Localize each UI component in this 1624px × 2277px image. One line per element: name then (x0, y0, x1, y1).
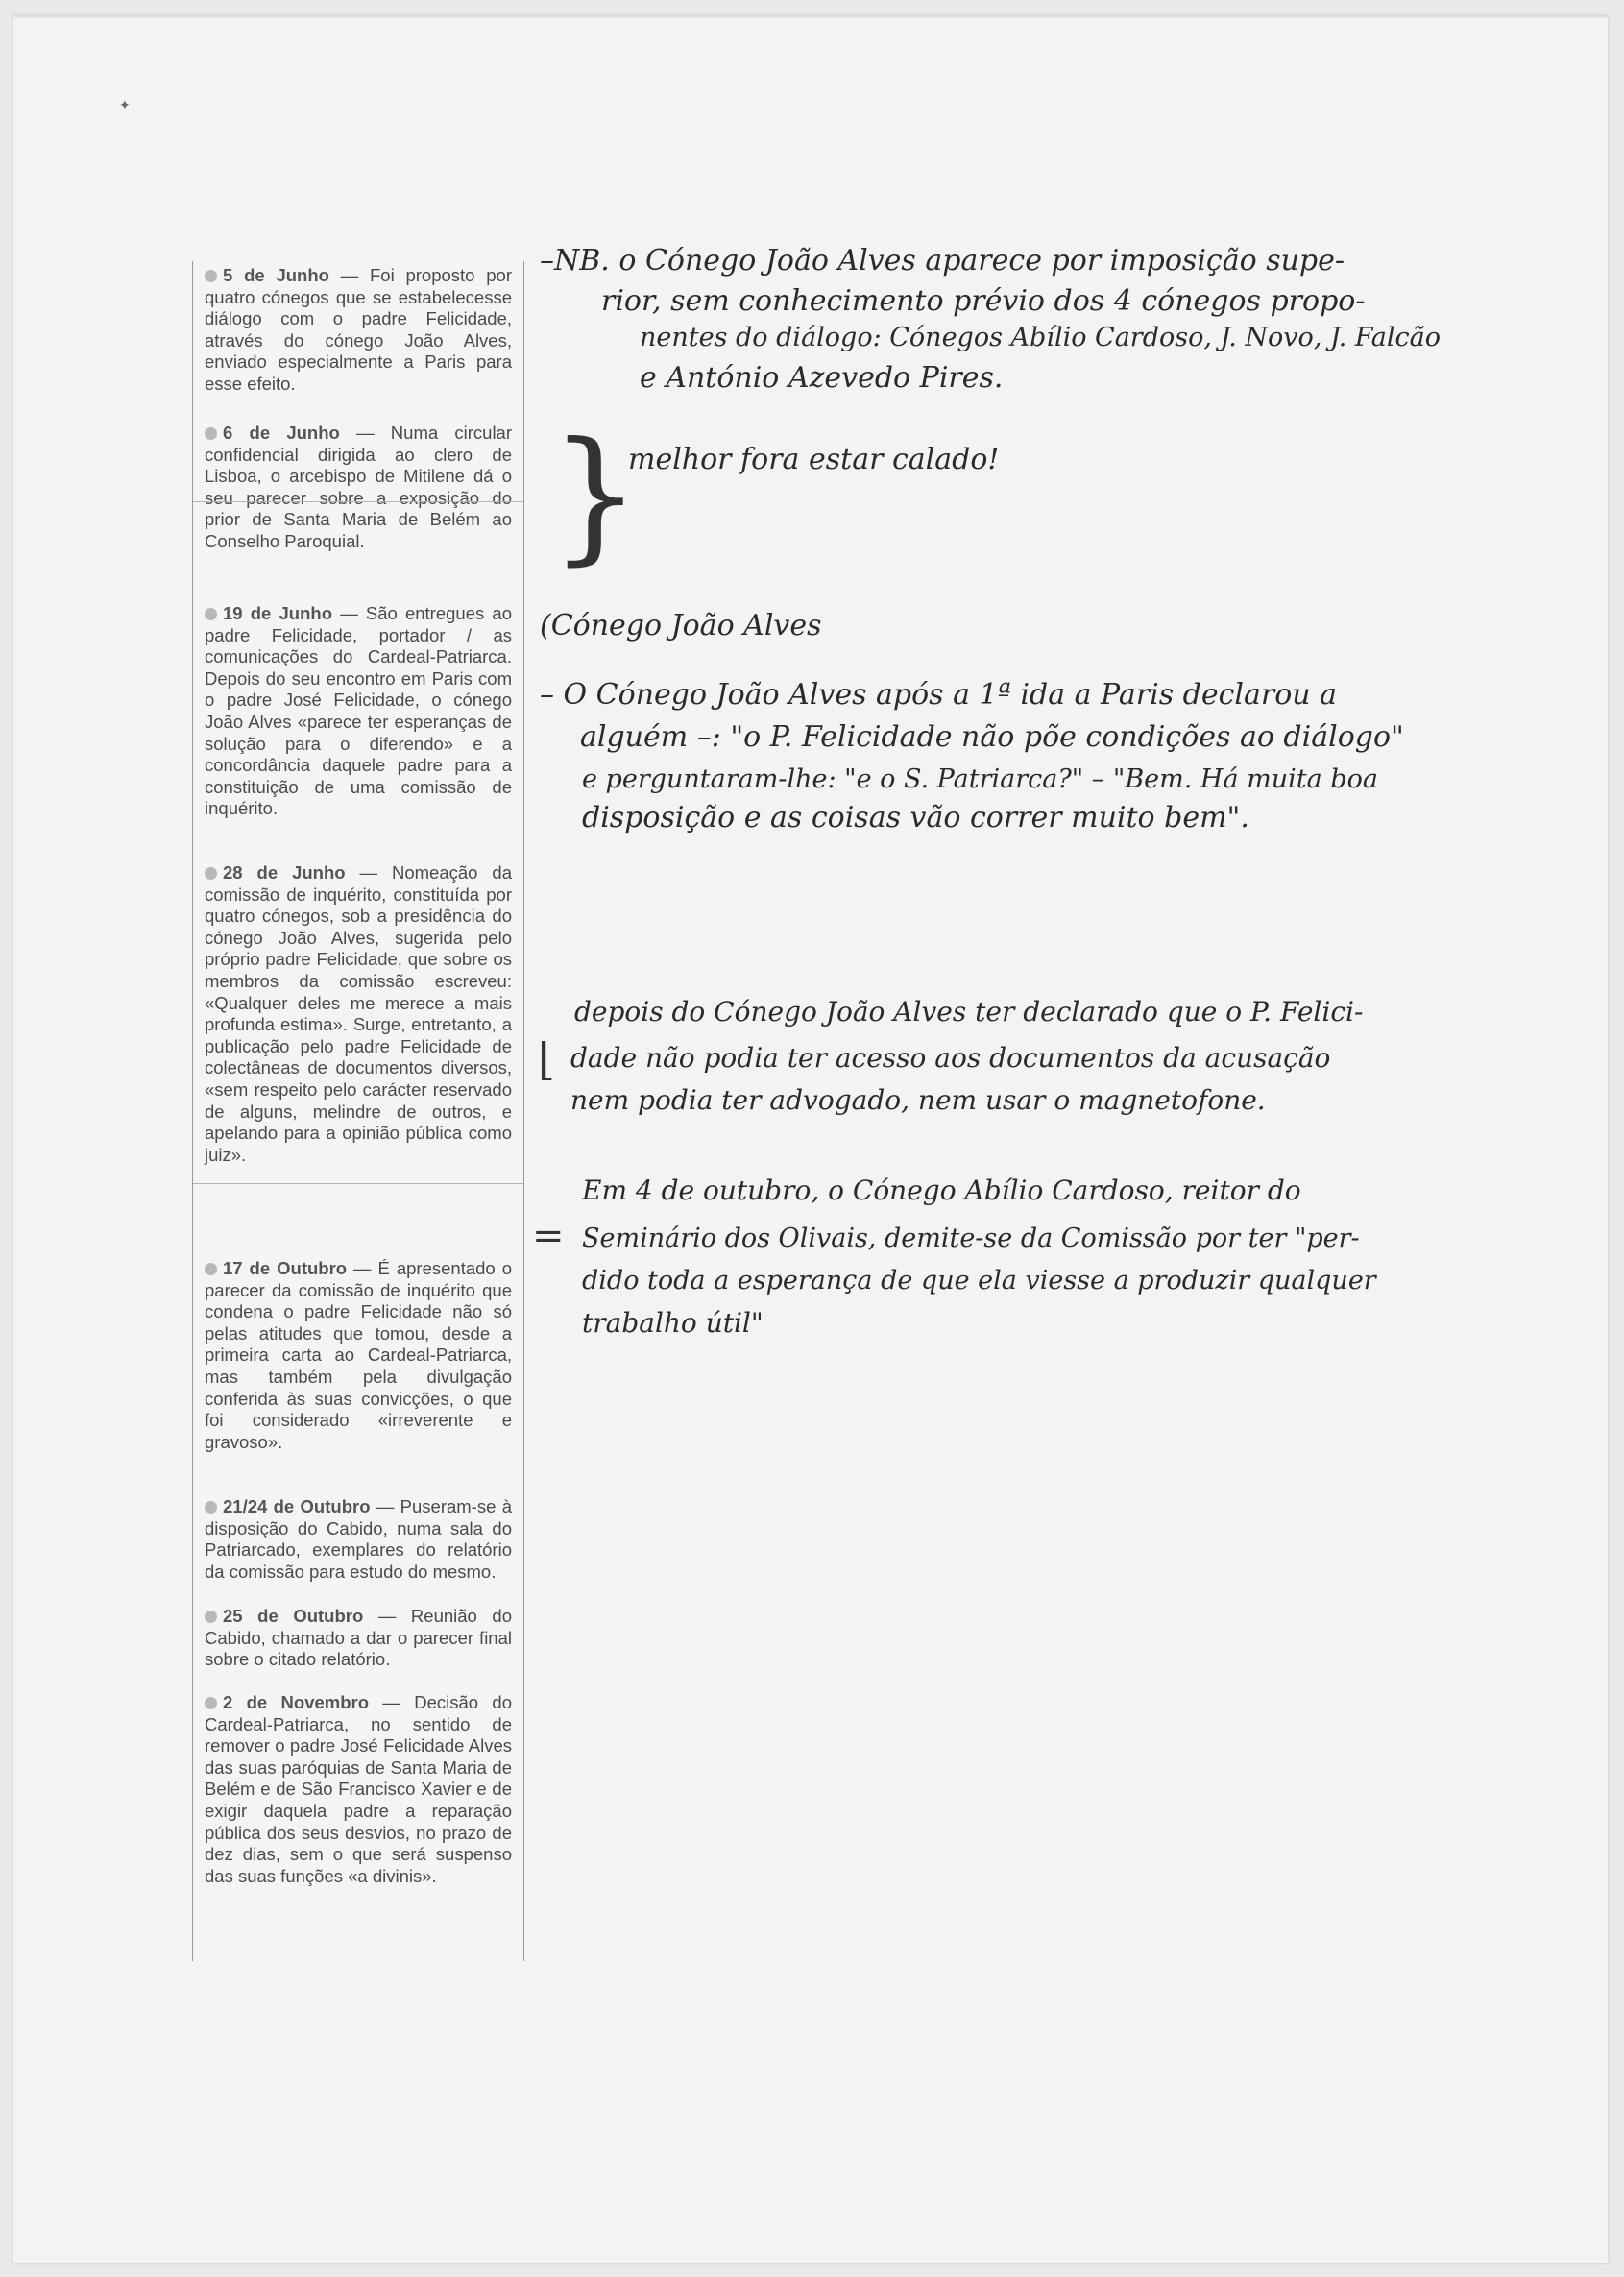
handwritten-october-line-1: Em 4 de outubro, o Cónego Abílio Cardoso, reitor do (582, 1175, 1301, 1206)
handwritten-october-line-2: Seminário dos Olivais, demite-se da Comissão por ter "per- (582, 1223, 1360, 1253)
clip-text: — Reunião do Cabido, chamado a dar o parecer final sobre o citado relatório. (205, 1606, 512, 1670)
handwritten-october-line-3: dido toda a esperança de que ela viesse a produzir qualquer (582, 1266, 1376, 1296)
bullet-icon (205, 867, 217, 880)
handwritten-brace-note: melhor fora estar calado! (628, 443, 1000, 476)
clip-date: 25 de Outubro (223, 1606, 364, 1626)
handwritten-nb-line-2: rior, sem conhecimento prévio dos 4 cónegos propo- (601, 284, 1366, 318)
bullet-icon (205, 1263, 217, 1275)
double-dash-mark: = (532, 1214, 565, 1258)
handwritten-nb-line-4: e António Azevedo Pires. (640, 361, 1004, 395)
bullet-icon (205, 1697, 217, 1709)
handwritten-october-line-4: trabalho útil" (582, 1307, 764, 1339)
handwritten-heading: (Cónego João Alves (540, 609, 822, 642)
clip-fold-line (193, 1183, 523, 1184)
clip-date: 6 de Junho (223, 423, 340, 443)
clip-date: 2 de Novembro (223, 1692, 370, 1712)
handwritten-nb-line-3: nentes do diálogo: Cónegos Abílio Cardoso, J. Novo, J. Falcão (640, 323, 1441, 352)
clip-date: 5 de Junho (223, 265, 329, 285)
page-speck: ✦ (119, 98, 131, 113)
bullet-icon (205, 270, 217, 282)
handwritten-documents-line-2: dade não podia ter acesso aos documentos da acusação (570, 1042, 1331, 1074)
clip-entry-17-outubro (205, 1258, 512, 1453)
clip-entry-5-junho (205, 265, 512, 396)
clip-text: — Puseram-se à disposição do Cabido, numa sala do Patriarcado, exemplares do relatório da comissão para estudo do mesmo. (205, 1496, 512, 1582)
handwritten-paris-line-4: disposição e as coisas vão correr muito bem". (582, 801, 1249, 835)
clip-text: — Decisão do Cardeal-Patriarca, no sentido de remover o padre José Felicidade Alves das suas paróquias de Santa Maria de Belém e de São Francisco Xavier e de exigir daquela padre a reparação pública dos seus desvios, no prazo de dez dias, sem o que será suspenso das suas funções «a divinis». (205, 1692, 512, 1886)
handwritten-paris-line-2: alguém –: "o P. Felicidade não põe condições ao diálogo" (580, 720, 1404, 754)
clip-date: 21/24 de Outubro (223, 1496, 371, 1516)
clip-entry-2-novembro (205, 1692, 512, 1887)
handwritten-nb-line-1: –NB. o Cónego João Alves aparece por imposição supe- (540, 244, 1345, 278)
bullet-icon (205, 1501, 217, 1514)
bullet-icon (205, 608, 217, 620)
clip-entry-21-24-outubro (205, 1496, 512, 1583)
clip-text: — São entregues ao padre Felicidade, portador / as comunicações do Cardeal-Patriarca. Depois do seu encontro em Paris com o padre José Felicidade, o cónego João Alves «parece ter esperanças de solução para o diferendo» e a concordância daquele padre para a constituição de uma comissão de inquérito. (205, 603, 512, 819)
handwritten-documents-line-1: depois do Cónego João Alves ter declarado que o P. Felici- (574, 996, 1364, 1028)
handwritten-documents-line-3: nem podia ter advogado, nem usar o magnetofone. (570, 1084, 1266, 1116)
clip-entry-28-junho (205, 862, 512, 1166)
clip-date: 17 de Outubro (223, 1258, 348, 1278)
curly-brace-mark: } (549, 412, 642, 579)
clip-entry-6-junho (205, 423, 512, 553)
clip-fold-line (193, 501, 523, 502)
newspaper-clipping (192, 261, 524, 1961)
clip-date: 19 de Junho (223, 603, 333, 623)
bullet-icon (205, 427, 217, 440)
clip-text: — É apresentado o parecer da comissão de inquérito que condena o padre Felicidade não só pelas atitudes que tomou, desde a primeira carta ao Cardeal-Patriarca, mas também pela divulgação conferida às suas convicções, o que foi considerado «irreverente e gravoso». (205, 1258, 512, 1452)
handwritten-paris-line-1: – O Cónego João Alves após a 1ª ida a Paris declarou a (540, 678, 1338, 712)
clip-text: — Foi proposto por quatro cónegos que se estabelecesse diálogo com o padre Felicidade, através do cónego João Alves, enviado especialmente a Paris para esse efeito. (205, 265, 512, 394)
bullet-icon (205, 1611, 217, 1623)
document-page (13, 15, 1608, 2263)
handwritten-paris-line-3: e perguntaram-lhe: "e o S. Patriarca?" – "Bem. Há muita boa (582, 764, 1378, 794)
bracket-mark: ⌊ (538, 1033, 555, 1085)
clip-entry-19-junho (205, 603, 512, 820)
clip-date: 28 de Junho (223, 862, 346, 883)
clip-entry-25-outubro (205, 1606, 512, 1671)
clip-text: — Nomeação da comissão de inquérito, constituída por quatro cónegos, sob a presidência do cónego João Alves, sugerida pelo próprio padre Felicidade, que sobre os membros da comissão escreveu: «Qualquer deles me merece a mais profunda estima». Surge, entretanto, a publicação pelo padre Felicidade de colectâneas de documentos diversos, «sem respeito pelo carácter reservado de alguns, melindre de outros, e apelando para a opinião pública como juiz». (205, 862, 512, 1165)
clip-text: — Numa circular confidencial dirigida ao clero de Lisboa, o arcebispo de Mitilene dá o seu parecer sobre a exposição do prior de Santa Maria de Belém ao Conselho Paroquial. (205, 423, 513, 551)
